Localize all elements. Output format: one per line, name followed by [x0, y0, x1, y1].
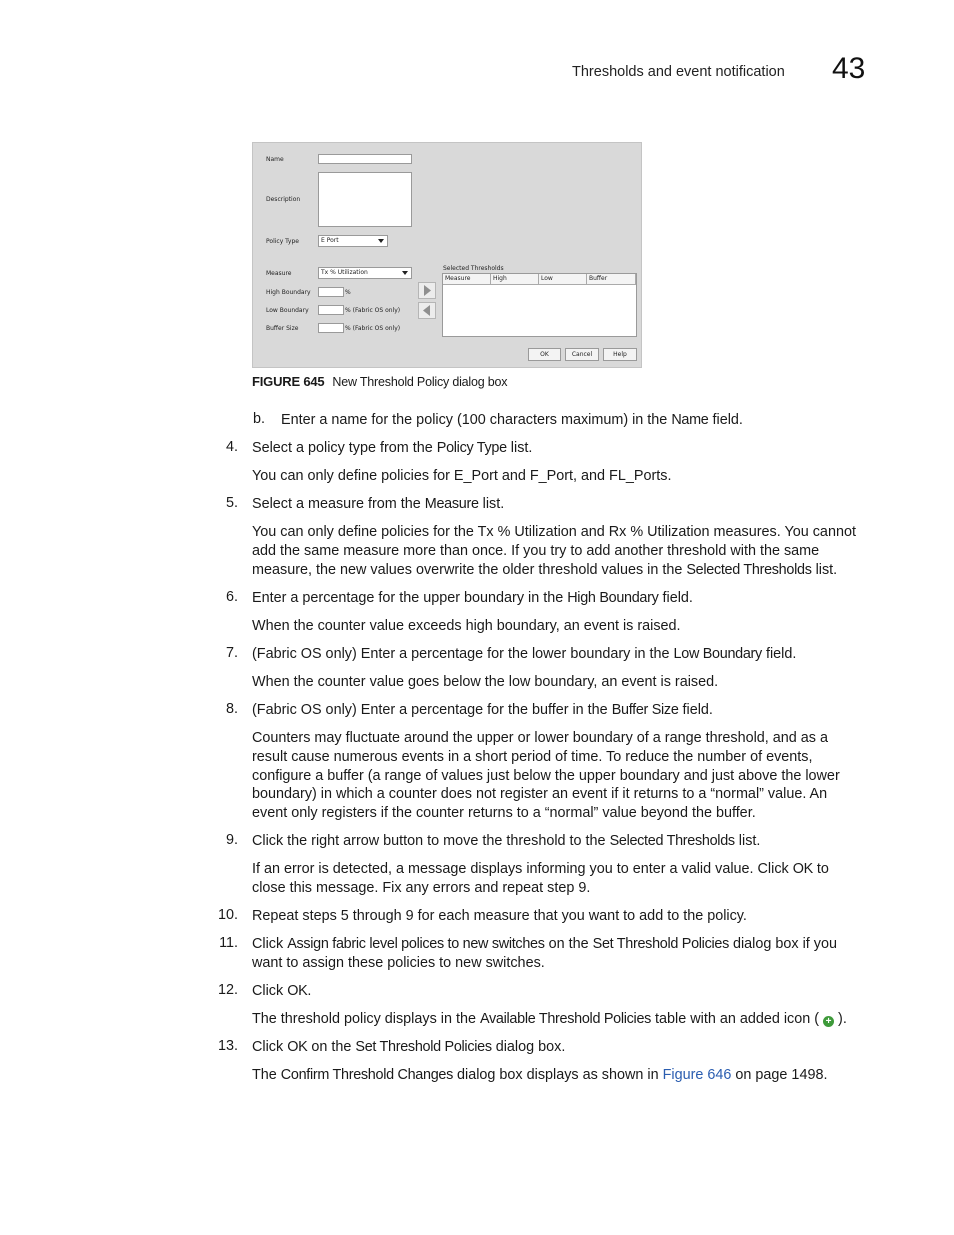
step-note: When the counter value exceeds high boundary, an event is raised.	[252, 618, 681, 634]
policy-type-value: E Port	[321, 237, 339, 244]
step-note: The Confirm Threshold Changes dialog box displays as shown in Figure 646 on page 1498.	[252, 1067, 828, 1083]
low-boundary-label: Low Boundary	[266, 307, 309, 314]
step-number: 6.	[225, 589, 238, 605]
step-note: Counters may fluctuate around the upper or lower boundary of a range threshold, and as a result cause numerous events in a short period of time. To reduce the number of events, configure a buffer (a range of values just below the upper boundary and just above the lower boundary) in which a counter does not register an event if it returns to a “normal” value. An event only registers if the counter returns to a “normal” value beyond the buffer.	[252, 730, 840, 822]
high-boundary-input[interactable]	[318, 287, 344, 297]
step-note: If an error is detected, a message displays informing you to enter a valid value. Click OK to close this message. Fix any errors and repeat step 9.	[252, 861, 829, 896]
step-text: Click OK on the Set Threshold Policies dialog box.	[252, 1039, 566, 1055]
buffer-size-unit: % (Fabric OS only)	[345, 325, 401, 332]
cancel-button[interactable]: Cancel	[565, 348, 599, 361]
ok-button[interactable]: OK	[528, 348, 561, 361]
step-number: 9.	[225, 832, 238, 848]
column-header-measure[interactable]: Measure	[443, 274, 491, 285]
arrow-right-icon	[419, 283, 435, 298]
column-header-buffer[interactable]: Buffer	[587, 274, 636, 285]
high-boundary-unit: %	[345, 289, 351, 296]
step-text: Click the right arrow button to move the threshold to the Selected Thresholds list.	[252, 833, 761, 849]
running-header-title: Thresholds and event notification	[572, 64, 785, 80]
figure-label: FIGURE 645	[252, 374, 325, 389]
figure-link[interactable]: Figure 646	[662, 1067, 732, 1083]
name-input[interactable]	[318, 154, 412, 164]
policy-type-label: Policy Type	[266, 238, 299, 245]
step-text: Enter a name for the policy (100 characters maximum) in the Name field.	[281, 412, 743, 428]
buffer-size-input[interactable]	[318, 323, 344, 333]
step-number: 7.	[225, 645, 238, 661]
figure-title: New Threshold Policy dialog box	[332, 375, 508, 389]
description-label: Description	[266, 196, 301, 203]
step-text: Click Assign fabric level polices to new switches on the Set Threshold Policies dialog box if you want to assign these policies to new switches.	[252, 936, 837, 971]
measure-select[interactable]	[318, 267, 412, 279]
step-note: You can only define policies for E_Port and F_Port, and FL_Ports.	[252, 468, 672, 484]
step-number: 10.	[217, 907, 238, 923]
low-boundary-input[interactable]	[318, 305, 344, 315]
step-note: You can only define policies for the Tx % Utilization and Rx % Utilization measures. You cannot add the same measure more than once. If you try to add another threshold with the same measure, the new values overwrite the older threshold values in the Selected Thresholds list.	[252, 524, 856, 578]
step-text: (Fabric OS only) Enter a percentage for the lower boundary in the Low Boundary field.	[252, 646, 797, 662]
step-number: 5.	[225, 495, 238, 511]
measure-value: Tx % Utilization	[321, 269, 368, 276]
description-textarea[interactable]	[318, 172, 412, 227]
selected-thresholds-title: Selected Thresholds	[443, 265, 504, 272]
chevron-down-icon	[402, 271, 408, 275]
step-note: When the counter value goes below the low boundary, an event is raised.	[252, 674, 719, 690]
add-icon: +	[823, 1016, 834, 1027]
column-header-low[interactable]: Low	[539, 274, 587, 285]
arrow-left-icon	[419, 303, 435, 318]
step-text: Repeat steps 5 through 9 for each measure that you want to add to the policy.	[252, 908, 747, 924]
column-header-high[interactable]: High	[491, 274, 539, 285]
step-marker: b.	[253, 411, 266, 427]
policy-type-select[interactable]	[318, 235, 388, 247]
step-text: (Fabric OS only) Enter a percentage for the buffer in the Buffer Size field.	[252, 702, 713, 718]
chevron-down-icon	[378, 239, 384, 243]
high-boundary-label: High Boundary	[266, 289, 311, 296]
step-text: Select a policy type from the Policy Type list.	[252, 440, 533, 456]
figure-caption	[252, 374, 507, 389]
step-text: Enter a percentage for the upper boundary in the High Boundary field.	[252, 590, 693, 606]
chapter-number: 43	[832, 52, 866, 85]
new-threshold-policy-dialog	[252, 142, 642, 368]
step-text: Click OK.	[252, 983, 312, 999]
remove-threshold-button[interactable]	[418, 302, 436, 319]
measure-label: Measure	[266, 270, 292, 277]
step-number: 8.	[225, 701, 238, 717]
step-number: 11.	[219, 935, 238, 951]
step-number: 13.	[217, 1038, 238, 1054]
step-number: 4.	[225, 439, 238, 455]
selected-thresholds-table[interactable]	[442, 273, 637, 337]
add-threshold-button[interactable]	[418, 282, 436, 299]
name-label: Name	[266, 156, 284, 163]
step-number: 12.	[217, 982, 238, 998]
low-boundary-unit: % (Fabric OS only)	[345, 307, 401, 314]
step-text: Select a measure from the Measure list.	[252, 496, 505, 512]
buffer-size-label: Buffer Size	[266, 325, 299, 332]
step-note: The threshold policy displays in the Available Threshold Policies table with an added icon ( + ).	[252, 1011, 847, 1027]
help-button[interactable]: Help	[603, 348, 637, 361]
